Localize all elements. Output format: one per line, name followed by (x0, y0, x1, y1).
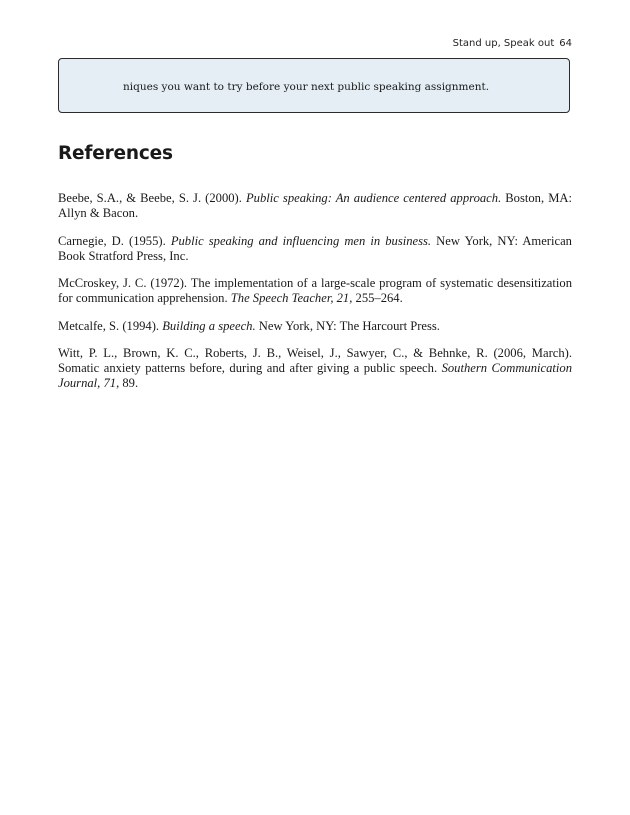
reference-publisher: 255–264. (352, 291, 403, 305)
reference-title: Southern Communication Journal, 71, (58, 361, 572, 390)
reference-publisher: 89. (119, 376, 139, 390)
running-header (453, 38, 572, 49)
reference-text: Carnegie, D. (1955). (58, 233, 171, 248)
reference-publisher: Boston, MA: Allyn & Bacon. (58, 191, 572, 220)
reference-title: Public speaking: An audience centered approach. (245, 191, 502, 205)
reference-text: Metcalfe, S. (1994). (58, 318, 163, 333)
reference-publisher: New York, NY: American Book Stratford Press, Inc. (58, 233, 572, 263)
reference-title: Building a speech. (162, 318, 256, 333)
reference-text: Beebe, S.A., & Beebe, S. J. (2000). (58, 191, 246, 205)
reference-list (58, 191, 572, 404)
callout-box (58, 58, 570, 113)
reference-title: Public speaking and influencing men in business. (170, 233, 432, 248)
reference-text: McCroskey, J. C. (1972). The implementation of a large-scale program of systematic desensitization for communication apprehension. (58, 276, 572, 305)
reference-entry-witt (58, 346, 572, 391)
reference-entry-mccroskey (58, 276, 572, 306)
running-title: Stand up, Speak out (452, 38, 555, 49)
reference-publisher: New York, NY: The Harcourt Press. (255, 318, 440, 333)
callout-text: niques you want to try before your next public speaking assignment. (123, 81, 490, 93)
reference-entry-carnegie (58, 234, 572, 264)
reference-text: Witt, P. L., Brown, K. C., Roberts, J. B., Weisel, J., Sawyer, C., & Behnke, R. (2006, March). Somatic anxiety patterns before, during and after giving a public speech. (58, 346, 572, 375)
reference-entry-beebe (58, 191, 572, 221)
reference-entry-metcalfe (58, 319, 572, 334)
references-heading: References (58, 143, 173, 164)
page-number: 64 (559, 38, 572, 49)
reference-title: The Speech Teacher, 21, (230, 291, 353, 305)
